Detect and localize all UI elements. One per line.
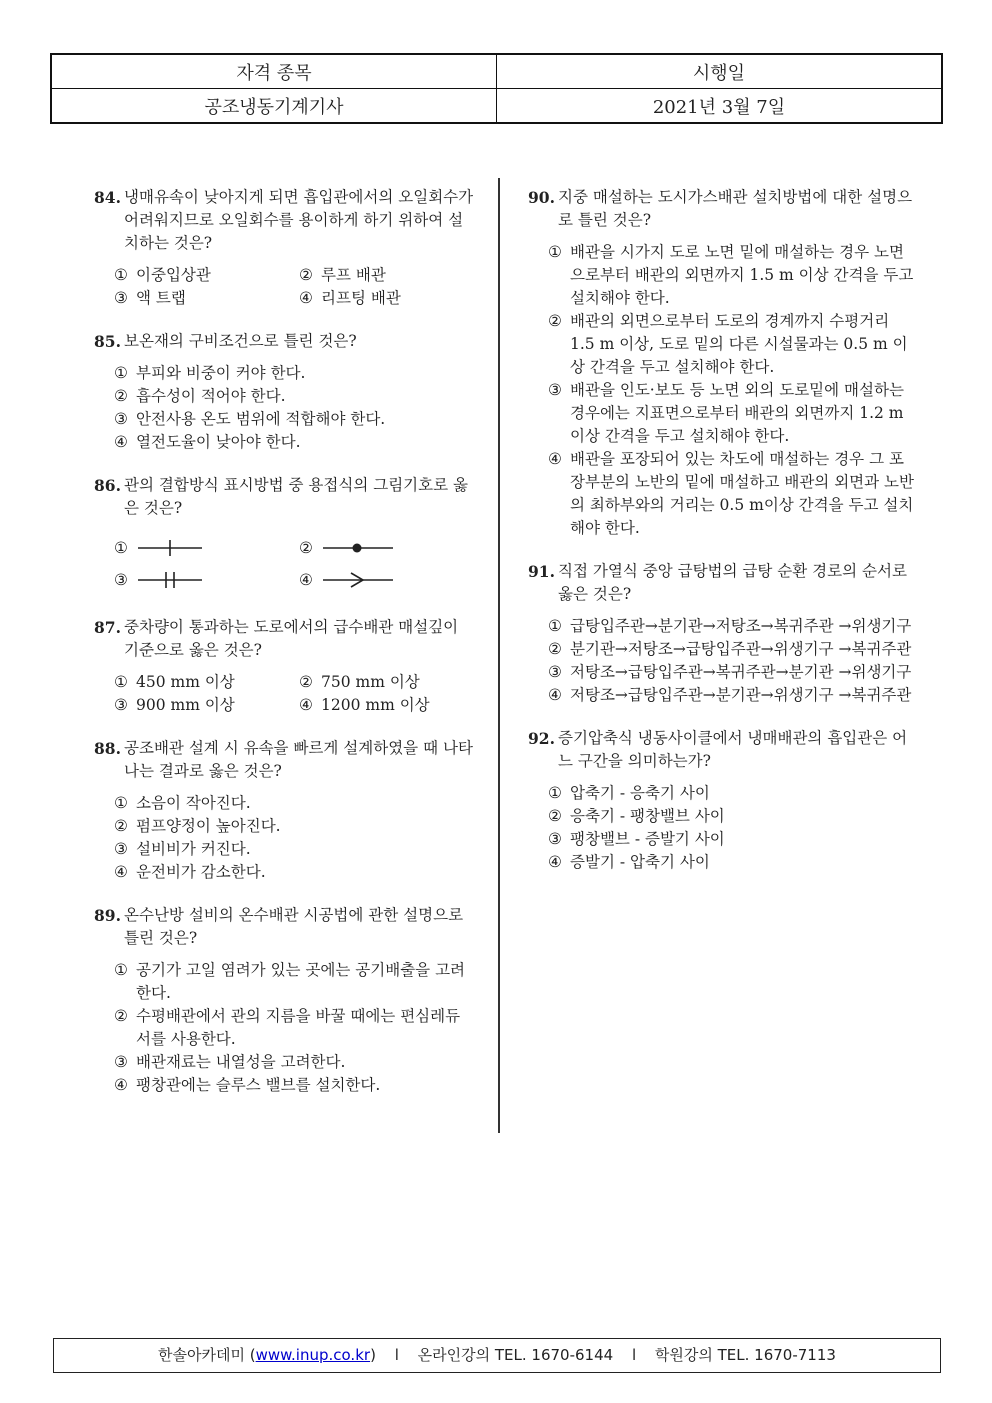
option-4[interactable] (299, 287, 484, 310)
footer-academy: 한솔아카데미 ( (158, 1346, 256, 1364)
option-marker: ② (299, 266, 313, 284)
option-2[interactable] (548, 638, 918, 661)
socket-joint-symbol-icon (321, 570, 396, 590)
option-1[interactable] (548, 782, 918, 805)
option-text: 450 mm 이상 (136, 673, 235, 691)
question-text: 중차량이 통과하는 도로에서의 급수배관 매설깊이 기준으로 옳은 것은? (124, 618, 459, 659)
option-text: 열전도율이 낮아야 한다. (136, 433, 301, 451)
option-4[interactable] (548, 851, 918, 874)
option-text: 배관을 시가지 도로 노면 밑에 매설하는 경우 노면으로부터 배관의 외면까지 1.5 m 이상 간격을 두고 설치해야 한다. (570, 243, 914, 307)
option-text: 배관을 포장되어 있는 차도에 매설하는 경우 그 포장부분의 노반의 밑에 매설하고 배관의 외면과 노반의 최하부와의 거리는 0.5 m이상 간격을 두고 설치해야 한다. (570, 450, 914, 537)
question-text: 냉매유속이 낮아지게 되면 흡입관에서의 오일회수가 어려워지므로 오일회수를 용이하게 하기 위하여 설치하는 것은? (124, 188, 474, 252)
option-3[interactable] (114, 838, 474, 861)
option-marker: ④ (548, 853, 562, 871)
option-text: 액 트랩 (136, 289, 186, 307)
option-marker: ③ (548, 381, 562, 399)
options-list (94, 362, 474, 454)
question-number: 90. (528, 188, 555, 207)
question-text: 증기압축식 냉동사이클에서 냉매배관의 흡입관은 어느 구간을 의미하는가? (558, 729, 908, 770)
options-list (528, 782, 918, 874)
footer-paren: ) (370, 1346, 376, 1364)
option-text: 저탕조→급탕입주관→복귀주관→분기관 →위생기구 (570, 663, 912, 681)
option-3[interactable] (114, 408, 474, 431)
option-marker: ① (114, 794, 128, 812)
union-joint-symbol-icon (136, 570, 206, 590)
option-marker: ① (548, 243, 562, 261)
option-text: 배관을 인도·보도 등 노면 외의 도로밑에 매설하는 경우에는 지표면으로부터 배관의 외면까지 1.2 m 이상 간격을 두고 설치해야 한다. (570, 381, 904, 445)
option-marker: ② (548, 312, 562, 330)
option-1[interactable] (114, 362, 474, 385)
question-text: 직접 가열식 중앙 급탕법의 급탕 순환 경로의 순서로 옳은 것은? (558, 562, 907, 603)
option-text: 급탕입주관→분기관→저탕조→복귀주관 →위생기구 (570, 617, 912, 635)
option-marker: ① (548, 784, 562, 802)
option-text: 1200 mm 이상 (321, 696, 430, 714)
question-number: 86. (94, 476, 121, 495)
options-grid (94, 264, 474, 310)
question-text: 관의 결합방식 표시방법 중 용접식의 그림기호로 옳은 것은? (124, 476, 468, 517)
footer-online-phone: 온라인강의 TEL. 1670-6144 (417, 1346, 614, 1364)
options-list (528, 241, 918, 540)
option-marker: ③ (114, 289, 128, 307)
option-1[interactable] (114, 532, 299, 564)
option-3[interactable] (114, 287, 299, 310)
left-column (94, 186, 474, 1117)
option-3[interactable] (114, 1051, 474, 1074)
option-4[interactable] (114, 1074, 474, 1097)
option-marker: ② (299, 673, 313, 691)
question-number: 92. (528, 729, 555, 748)
option-marker: ③ (114, 696, 128, 714)
option-text: 분기관→저탕조→급탕입주관→위생기구 →복귀주관 (570, 640, 912, 658)
column-divider (498, 178, 500, 1133)
option-text: 증발기 - 압축기 사이 (570, 853, 710, 871)
option-text: 응축기 - 팽창밸브 사이 (570, 807, 725, 825)
option-2[interactable] (299, 671, 484, 694)
option-text: 부피와 비중이 커야 한다. (136, 364, 306, 382)
option-1[interactable] (114, 264, 299, 287)
question-number: 91. (528, 562, 555, 581)
question-text: 보온재의 구비조건으로 틀린 것은? (124, 332, 357, 350)
option-text: 팽창관에는 슬루스 밸브를 설치한다. (136, 1076, 381, 1094)
option-marker: ① (114, 266, 128, 284)
option-2[interactable] (299, 264, 484, 287)
question-87 (94, 616, 474, 717)
option-2[interactable] (548, 805, 918, 828)
option-2[interactable] (299, 532, 484, 564)
question-91 (528, 560, 918, 707)
option-2[interactable] (548, 310, 918, 379)
question-text: 공조배관 설계 시 유속을 빠르게 설계하였을 때 나타나는 결과로 옳은 것은? (124, 739, 473, 780)
option-marker: ③ (114, 1053, 128, 1071)
option-marker: ② (114, 1007, 128, 1025)
option-text: 배관재료는 내열성을 고려한다. (136, 1053, 346, 1071)
option-text: 저탕조→급탕입주관→분기관→위생기구 →복귀주관 (570, 686, 912, 704)
question-number: 84. (94, 188, 121, 207)
options-grid (94, 532, 474, 596)
option-marker: ④ (114, 433, 128, 451)
question-number: 85. (94, 332, 121, 351)
options-list (528, 615, 918, 707)
option-marker: ① (114, 673, 128, 691)
flanged-joint-symbol-icon (136, 538, 206, 558)
question-text: 지중 매설하는 도시가스배관 설치방법에 대한 설명으로 틀린 것은? (558, 188, 913, 229)
option-marker: ③ (114, 410, 128, 428)
footer-separator: l (394, 1346, 399, 1364)
question-number: 88. (94, 739, 121, 758)
exam-header-table (50, 53, 943, 124)
option-marker: ④ (299, 289, 313, 307)
option-text: 소음이 작아진다. (136, 794, 251, 812)
option-marker: ① (114, 538, 128, 557)
header-subject-value: 공조냉동기계기사 (51, 89, 497, 124)
question-92 (528, 727, 918, 874)
option-1[interactable] (114, 792, 474, 815)
header-date-value: 2021년 3월 7일 (497, 89, 943, 124)
option-4[interactable] (299, 564, 484, 596)
option-text: 운전비가 감소한다. (136, 863, 266, 881)
option-marker: ③ (114, 570, 128, 589)
option-marker: ② (114, 387, 128, 405)
option-2[interactable] (114, 385, 474, 408)
option-4[interactable] (114, 861, 474, 884)
options-list (94, 792, 474, 884)
option-marker: ③ (548, 663, 562, 681)
option-marker: ② (114, 817, 128, 835)
option-text: 수평배관에서 관의 지름을 바꿀 때에는 편심레듀서를 사용한다. (136, 1007, 461, 1048)
option-text: 설비비가 커진다. (136, 840, 251, 858)
option-text: 리프팅 배관 (321, 289, 401, 307)
option-marker: ④ (114, 1076, 128, 1094)
option-text: 안전사용 온도 범위에 적합해야 한다. (136, 410, 386, 428)
footer-bar (53, 1338, 941, 1373)
option-marker: ① (114, 961, 128, 979)
right-column (528, 186, 918, 894)
option-marker: ② (548, 807, 562, 825)
options-grid (94, 671, 474, 717)
option-text: 펌프양정이 높아진다. (136, 817, 281, 835)
option-1[interactable] (114, 671, 299, 694)
option-text: 압축기 - 응축기 사이 (570, 784, 710, 802)
option-4[interactable] (548, 448, 918, 540)
option-3[interactable] (114, 564, 299, 596)
option-4[interactable] (299, 694, 484, 717)
question-86 (94, 474, 474, 596)
footer-website-link[interactable]: www.inup.co.kr (255, 1346, 371, 1364)
option-marker: ④ (548, 450, 562, 468)
option-2[interactable] (114, 1005, 474, 1051)
option-1[interactable] (548, 241, 918, 310)
option-marker: ④ (299, 696, 313, 714)
option-text: 루프 배관 (321, 266, 386, 284)
option-3[interactable] (548, 379, 918, 448)
option-marker: ② (299, 538, 313, 557)
question-90 (528, 186, 918, 540)
option-4[interactable] (114, 431, 474, 454)
option-marker: ④ (114, 863, 128, 881)
footer-separator: l (631, 1346, 637, 1364)
option-text: 공기가 고일 염려가 있는 곳에는 공기배출을 고려한다. (136, 961, 466, 1002)
question-number: 87. (94, 618, 121, 637)
option-3[interactable] (548, 661, 918, 684)
option-text: 900 mm 이상 (136, 696, 235, 714)
question-88 (94, 737, 474, 884)
question-text: 온수난방 설비의 온수배관 시공법에 관한 설명으로 틀린 것은? (124, 906, 464, 947)
option-marker: ④ (548, 686, 562, 704)
welded-joint-symbol-icon (321, 538, 396, 558)
option-marker: ③ (114, 840, 128, 858)
question-85 (94, 330, 474, 454)
option-marker: ② (548, 640, 562, 658)
option-text: 이중입상관 (136, 266, 211, 284)
footer-offline-phone: 학원강의 TEL. 1670-7113 (654, 1346, 836, 1364)
option-3[interactable] (114, 694, 299, 717)
header-label-subject: 자격 종목 (51, 54, 497, 89)
option-text: 흡수성이 적어야 한다. (136, 387, 286, 405)
option-marker: ① (548, 617, 562, 635)
option-2[interactable] (114, 815, 474, 838)
question-number: 89. (94, 906, 121, 925)
option-4[interactable] (548, 684, 918, 707)
question-84 (94, 186, 474, 310)
option-marker: ④ (299, 570, 313, 589)
option-3[interactable] (548, 828, 918, 851)
option-marker: ① (114, 364, 128, 382)
option-marker: ③ (548, 830, 562, 848)
option-text: 750 mm 이상 (321, 673, 420, 691)
options-list (94, 959, 474, 1097)
option-text: 팽창밸브 - 증발기 사이 (570, 830, 725, 848)
header-label-date: 시행일 (497, 54, 943, 89)
question-89 (94, 904, 474, 1097)
option-1[interactable] (548, 615, 918, 638)
option-text: 배관의 외면으로부터 도로의 경계까지 수평거리 1.5 m 이상, 도로 밑의 다른 시설물과는 0.5 m 이상 간격을 두고 설치해야 한다. (570, 312, 908, 376)
option-1[interactable] (114, 959, 474, 1005)
